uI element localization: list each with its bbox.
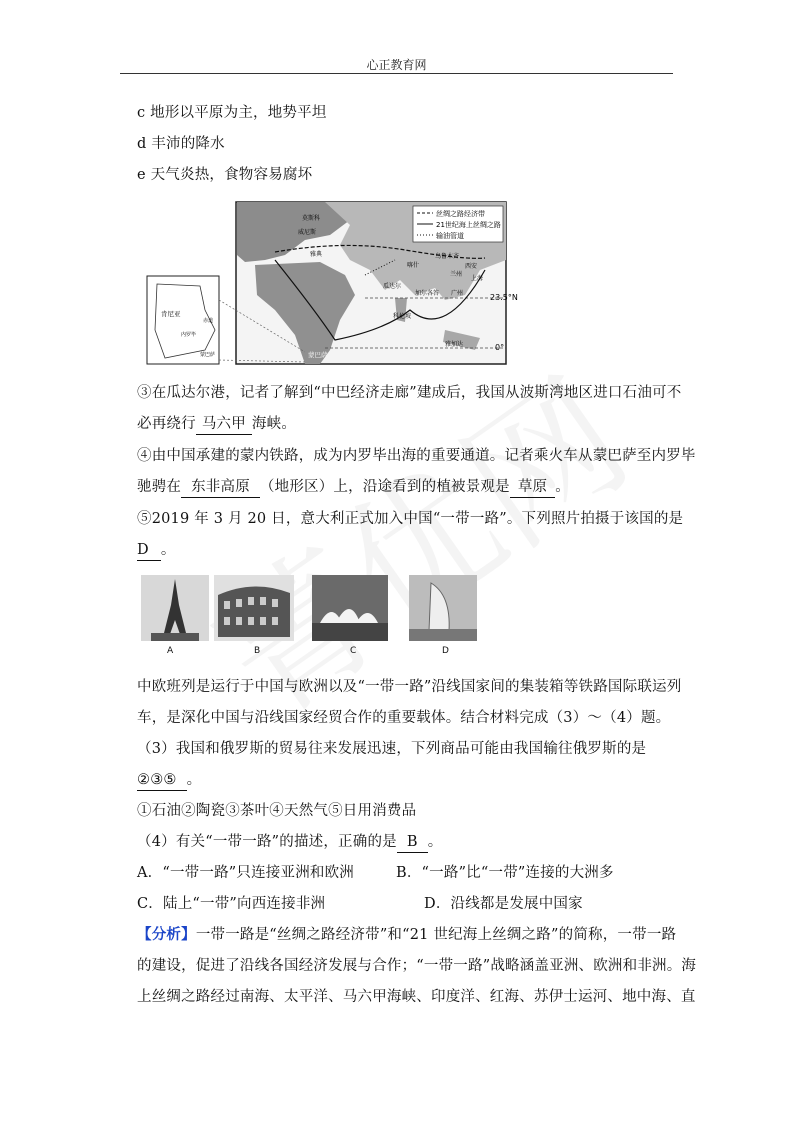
q4-line1: ④由中国承建的蒙内铁路，成为内罗毕出海的重要通道。记者乘火车从蒙巴萨至内罗毕 [137,448,696,464]
page-header: 心正教育网 [366,58,427,72]
place-label: 莫斯科 [302,215,321,222]
q-4-option-d: D．沿线都是发展中国家 [424,896,583,912]
option-d: d 丰沛的降水 [137,136,225,152]
place-label: 蒙巴萨 [308,351,328,359]
legend-item: 丝绸之路经济带 [436,210,485,218]
analysis-line2: 的建设，促进了沿线各国经济发展与合作；“一带一路”战略涵盖亚洲、欧洲和非洲。海 [137,958,697,974]
place-label: 广州 [451,290,464,297]
inset-label: 肯尼亚 [161,310,181,318]
photo-label-c: C [350,646,357,656]
q4-line2 [137,477,570,498]
photo-label-a: A [167,646,174,656]
q5-answer: D [137,540,161,561]
place-label: 科伦坡 [393,313,412,320]
legend-item: 21世纪海上丝绸之路 [436,221,501,229]
q5-line1: ⑤2019 年 3 月 20 日，意大利正式加入中国“一带一路”。下列照片拍摄于该国的是 [137,511,684,527]
latitude-label: 0° [495,343,505,352]
latitude-label: 23.5°N [490,293,518,302]
place-label: 雅加达 [445,341,464,348]
place-label: 上海 [471,275,484,282]
q-4-answer: B [397,832,428,853]
analysis-line3: 上丝绸之路经过南海、太平洋、马六甲海峡、印度洋、红海、苏伊士运河、地中海、直 [137,989,696,1005]
analysis-line1 [137,925,676,945]
inset-label: 赤道 [203,318,214,324]
place-label: 雅典 [310,251,323,258]
q4-answer-vegetation: 草原 [510,477,555,498]
header-rule [120,73,673,74]
place-label: 加尔各答 [415,290,440,297]
photo-label-d: D [442,646,449,656]
place-label: 西安 [465,263,478,270]
q5-suffix: 。 [160,542,176,558]
q-4-stem-line [137,832,442,853]
q-4-stem: （4）有关“一带一路”的描述，正确的是 [137,834,397,850]
place-label: 乌鲁木齐 [435,253,460,260]
inset-label: 内罗毕 [181,332,197,338]
q3-line2 [137,414,296,435]
place-label: 威尼斯 [298,229,317,236]
q-4-option-c: C．陆上“一带”向西连接非洲 [137,896,326,912]
q4-answer-landform: 东非高原 [181,477,260,498]
silk-road-map [145,200,525,368]
legend-item: 输油管道 [436,232,464,240]
q-3-tail: 。 [186,772,202,788]
q-3-stem: （3）我国和俄罗斯的贸易往来发展迅速，下列商品可能由我国输往俄罗斯的是 [137,741,647,757]
q5-line2 [137,540,176,561]
photo-colosseum [214,575,294,641]
q-3-answer-line [137,770,201,791]
intro-line1: 中欧班列是运行于中国与欧洲以及“一带一路”沿线国家间的集装箱等铁路国际联运列 [137,679,682,695]
option-e: e 天气炎热，食物容易腐坏 [137,167,313,183]
q3-prefix: 必再绕行 [137,416,196,432]
q-4-option-a: A．“一带一路”只连接亚洲和欧洲 [137,865,354,881]
q-3-options: ①石油②陶瓷③茶叶④天然气⑤日用消费品 [137,803,417,819]
q-4-tail: 。 [427,834,443,850]
place-label: 喀什 [407,262,420,269]
q3-answer: 马六甲 [196,414,252,435]
q-3-answer: ②③⑤ [137,770,187,791]
place-label: 兰州 [450,271,463,278]
analysis-tag: 【分析】 [137,926,196,943]
q-4-option-b: B．“一路”比“一带”连接的大洲多 [396,865,614,881]
inset-label: 蒙巴萨 [200,352,216,358]
q4-middle: （地形区）上，沿途看到的植被景观是 [259,479,510,495]
q4-prefix: 驰骋在 [137,479,182,495]
analysis-text: 一带一路是“丝绸之路经济带”和“21 世纪海上丝绸之路”的简称，一带一路 [195,927,677,943]
q3-line1: ③在瓜达尔港，记者了解到“中巴经济走廊”建成后，我国从波斯湾地区进口石油可不 [137,385,682,401]
photo-label-b: B [254,646,261,656]
place-label: 瓜达尔 [383,283,402,290]
q3-suffix: 海峡。 [251,416,297,432]
photo-eiffel-tower [141,575,209,641]
q4-suffix: 。 [555,479,570,495]
photo-sailing-hotel [409,575,477,641]
intro-line2: 车，是深化中国与沿线国家经贸合作的重要载体。结合材料完成（3）～（4）题。 [137,710,671,726]
photo-sydney-opera-house [312,575,388,641]
option-c: c 地形以平原为主，地势平坦 [137,105,327,121]
